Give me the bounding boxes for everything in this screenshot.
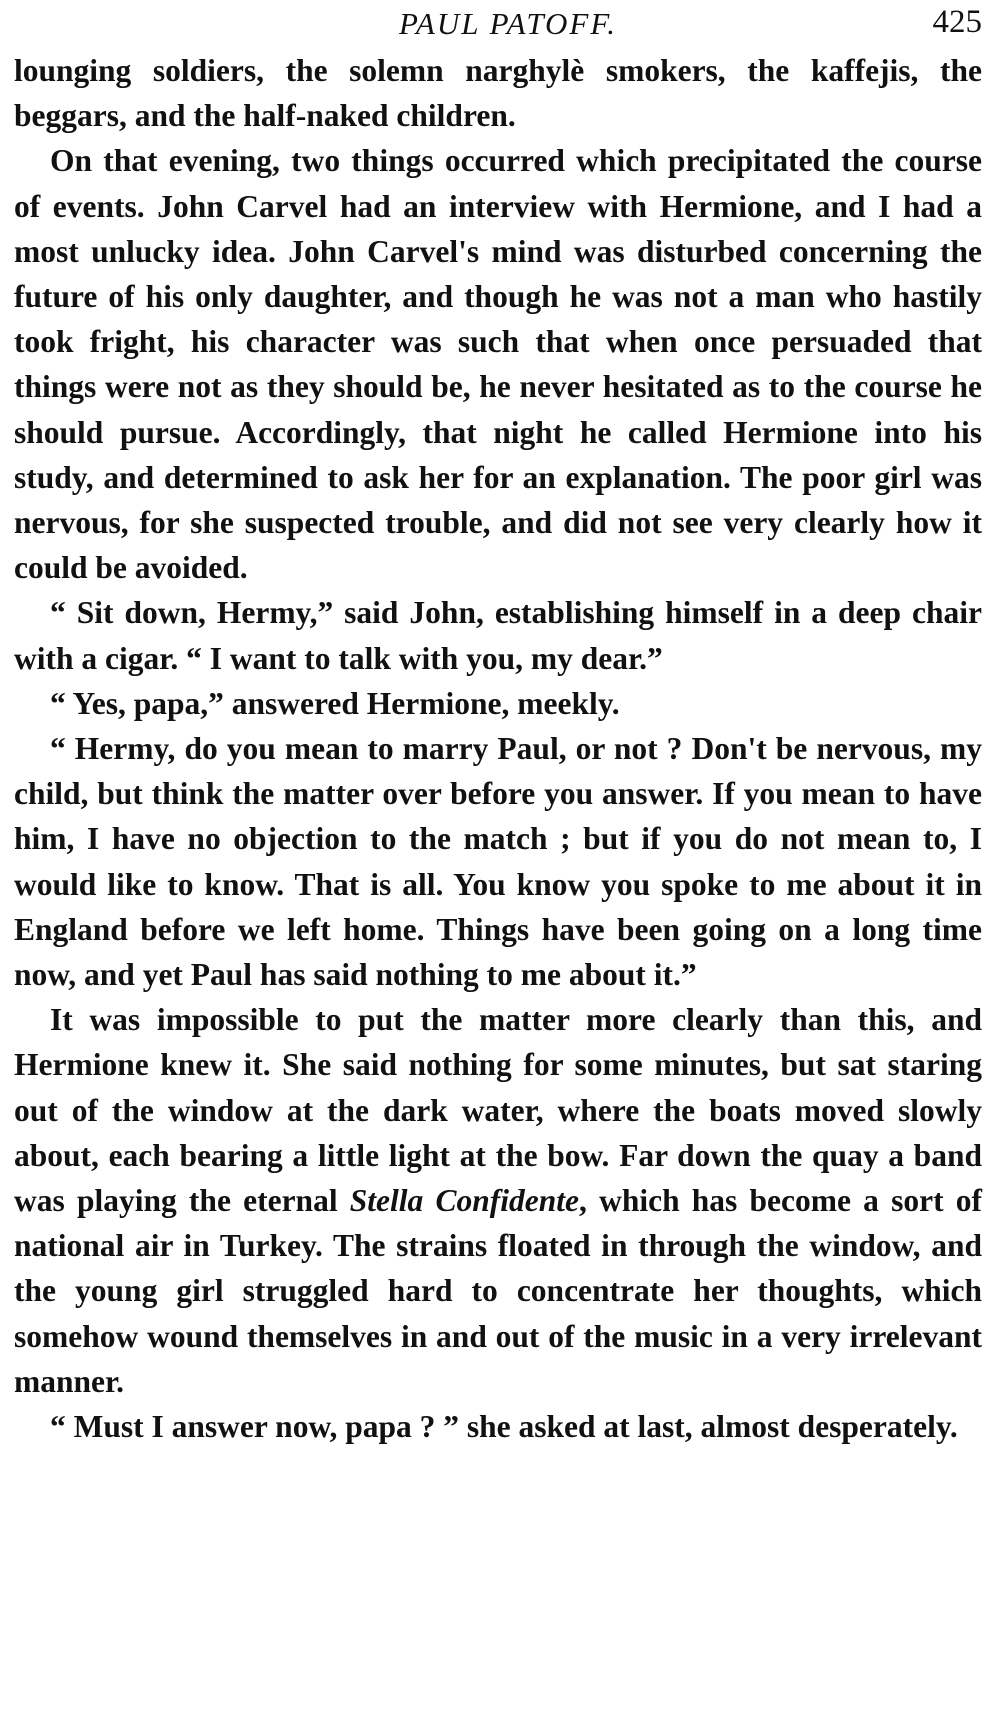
page-number: 425 — [932, 4, 982, 40]
paragraph-text: , which has become a sort of national air in Turkey. The strains floated in through the window, and the young girl struggled hard to concentrate her thoughts, which somehow wound themselves in and out of the music in a very irrelevant manner. — [14, 1183, 983, 1399]
paragraph: “ Yes, papa,” answered Hermione, meekly. — [50, 685, 620, 721]
book-page — [14, 0, 982, 1734]
paragraph-text: It was impossible to put the matter more clearly than this, and Hermione knew it. She said nothing for some minutes, but sat staring out of the window at the dark water, where the boats moved slowly about, each bearing a little light at the bow. Far down the quay a band was playing the eternal — [14, 1002, 982, 1219]
body-text — [14, 48, 982, 1449]
page-header — [14, 0, 982, 48]
paragraph — [14, 997, 982, 1404]
paragraph: “ Sit down, Hermy,” said John, establishing himself in a deep chair with a cigar. “ I want to talk with you, my dear.” — [14, 595, 982, 676]
paragraph-continuation: lounging soldiers, the solemn narghylè smokers, the kaffejis, the beggars, and the half-naked children. — [14, 53, 982, 134]
paragraph: “ Hermy, do you mean to marry Paul, or not ? Don't be nervous, my child, but think the matter over before you answer. If you mean to have him, I have no objection to the match ; but if you do not mean to, I would like to know. That is all. You know you spoke to me about it in England before we left home. Things have been going on a long time now, and yet Paul has said nothing to me about it.” — [14, 731, 982, 993]
paragraph: On that evening, two things occurred which precipitated the course of events. John Carvel had an interview with Hermione, and I had a most unlucky idea. John Carvel's mind was disturbed concerning the future of his only daughter, and though he was not a man who hastily took fright, his character was such that when once persuaded that things were not as they should be, he never hesitated as to the course he should pursue. Accordingly, that night he called Hermione into his study, and determined to ask her for an explanation. The poor girl was nervous, for she suspected trouble, and did not see very clearly how it could be avoided. — [14, 143, 982, 586]
song-title: Stella Confidente — [349, 1183, 579, 1219]
paragraph: “ Must I answer now, papa ? ” she asked at last, almost desperately. — [50, 1409, 958, 1445]
running-title: PAUL PATOFF. — [398, 6, 618, 41]
